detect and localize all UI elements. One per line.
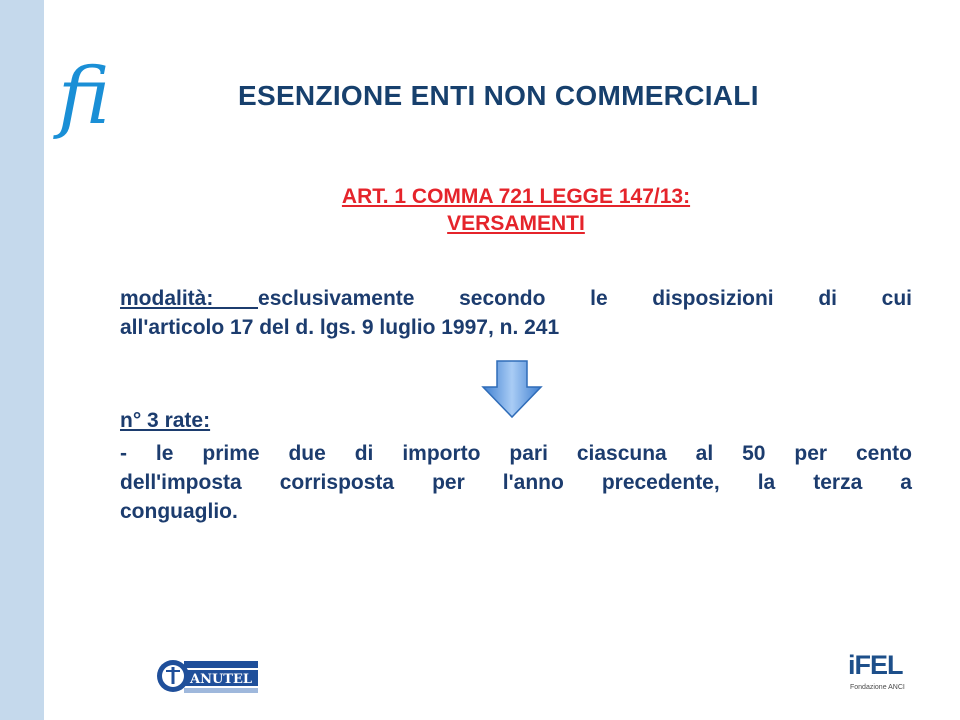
modalita-text-1: esclusivamente secondo le disposizioni di cui [258, 287, 912, 310]
ifel-logo-text: iFEL [848, 650, 903, 680]
rate-line-3: conguaglio. [120, 500, 238, 523]
heading-line-2: VERSAMENTI [447, 212, 585, 235]
rate-label-text: n° 3 rate: [120, 409, 211, 432]
page-title: ESENZIONE ENTI NON COMMERCIALI [238, 80, 759, 111]
modalita-line-2: all'articolo 17 del d. lgs. 9 luglio 1997, n. 241 [120, 316, 560, 339]
modalita-paragraph [120, 284, 912, 342]
side-bar [0, 0, 44, 720]
rate-line-1: - le prime due di importo pari ciascuna al 50 per cento [120, 442, 912, 465]
ifel-logo [848, 652, 908, 698]
rate-paragraph [120, 439, 912, 526]
section-heading [120, 183, 912, 237]
anutel-logo [156, 656, 260, 696]
fi-logo-icon: fi [58, 52, 111, 142]
anutel-logo-text: ANUTEL [189, 672, 253, 687]
modalita-line-1 [120, 284, 912, 313]
modalita-label: modalità: [120, 287, 259, 310]
rate-line-2: dell'imposta corrisposta per l'anno precedente, la terza a [120, 471, 912, 494]
ifel-logo-subtitle: Fondazione ANCI [850, 684, 905, 691]
rate-label [120, 406, 912, 435]
heading-line-1: ART. 1 COMMA 721 LEGGE 147/13: [341, 185, 691, 208]
